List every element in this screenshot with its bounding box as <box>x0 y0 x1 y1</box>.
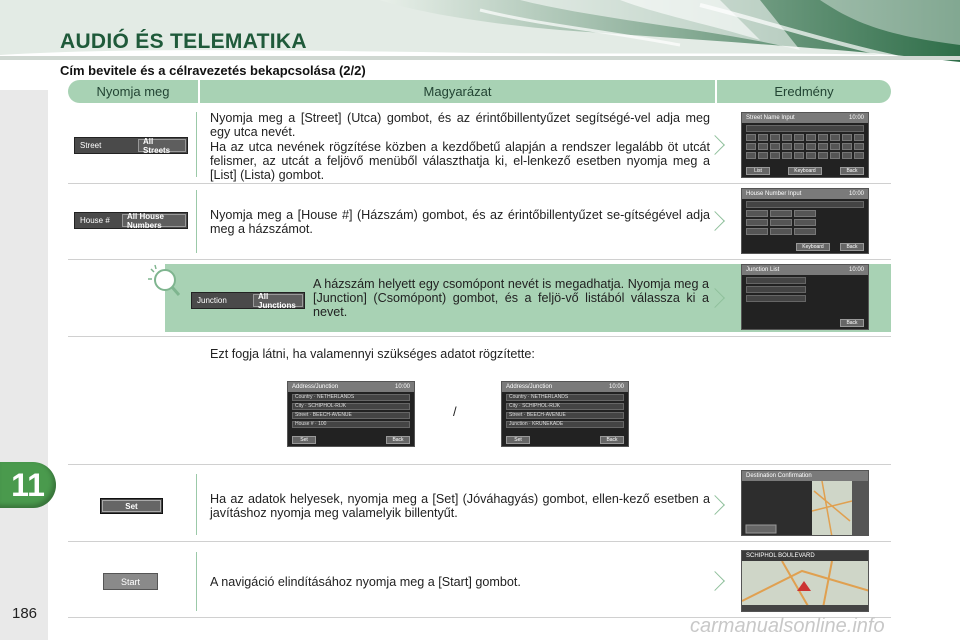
all-streets-button[interactable]: All Streets <box>138 139 186 152</box>
address-junction-screen-house: Address/Junction 10:00 Country · NETHERLANDS City · SCHIPHOL-RIJK Street · BEECH-AVENUE House # · 100 Set Back <box>287 381 415 447</box>
start-button[interactable]: Start <box>103 573 158 590</box>
house-number-description: Nyomja meg a [House #] (Házszám) gombot, és az érintőbillentyűzet se-gítségével adja meg a házszámot. <box>210 208 710 236</box>
street-description-1: Nyomja meg a [Street] (Utca) gombot, és az érintőbillentyűzet segítségé-vel adja meg egy utca nevét. <box>210 111 710 139</box>
page-title: AUDIÓ ÉS TELEMATIKA <box>60 30 307 53</box>
house-number-input-screen: House Number Input 10:00 Keyboard Back <box>741 188 869 254</box>
street-button[interactable]: Street <box>80 141 102 150</box>
column-header-press: Nyomja meg <box>68 80 198 103</box>
all-house-numbers-button[interactable]: All House Numbers <box>122 214 186 227</box>
complete-data-note: Ezt fogja látni, ha valamennyi szükséges adatot rögzítette: <box>210 347 535 361</box>
section-subtitle: Cím bevitele és a célravezetés bekapcsolása (2/2) <box>60 63 366 78</box>
house-button-bar <box>74 212 188 229</box>
divider <box>68 464 891 465</box>
all-junctions-button[interactable]: All Junctions <box>253 294 303 307</box>
magnifier-tip-icon <box>145 263 185 303</box>
house-number-button[interactable]: House # <box>80 216 110 225</box>
side-strip <box>0 90 48 640</box>
set-description: Ha az adatok helyesek, nyomja meg a [Set] (Jóváhagyás) gombot, ellen-kező esetben a javításhoz nyomja meg valamelyik billentyűt. <box>210 492 710 520</box>
watermark: carmanualsonline.info <box>690 615 885 637</box>
set-button[interactable]: Set <box>102 500 161 512</box>
or-separator: / <box>453 404 457 419</box>
junction-button-bar <box>191 292 305 309</box>
navigation-map-screen: SCHIPHOL BOULEVARD <box>741 550 869 612</box>
street-button-bar <box>74 137 188 154</box>
street-name-input-screen: Street Name Input 10:00 List Keyboard Back <box>741 112 869 178</box>
column-header-result: Eredmény <box>717 80 891 103</box>
junction-button[interactable]: Junction <box>197 296 227 305</box>
junction-list-screen: Junction List 10:00 Back <box>741 264 869 330</box>
address-junction-screen-junction: Address/Junction 10:00 Country · NETHERLANDS City · SCHIPHOL-RIJK Street · BEECH-AVENUE Junction · KRUNEKADE Set Back <box>501 381 629 447</box>
column-header-explanation: Magyarázat <box>200 80 715 103</box>
chapter-tab: 11 <box>0 462 56 508</box>
divider <box>68 336 891 337</box>
page-number: 186 <box>12 605 38 622</box>
set-button-frame <box>100 498 163 514</box>
start-description: A navigáció elindításához nyomja meg a [Start] gombot. <box>210 575 521 589</box>
street-description-2: Ha az utca nevének rögzítése közben a kezdőbetű alapján a rendszer legalább öt utcát felismer, az utcát a feljövő menüből választhatja ki, el-lenkező esetben nyomja meg a [List] (Lista) gombot. <box>210 140 710 182</box>
junction-description: A házszám helyett egy csomópont nevét is megadhatja. Nyomja meg a [Junction] (Csomópont) gombot, és a feljö-vő listából válassza ki a nevet. <box>313 277 709 319</box>
destination-confirmation-screen: Destination Confirmation <box>741 470 869 536</box>
